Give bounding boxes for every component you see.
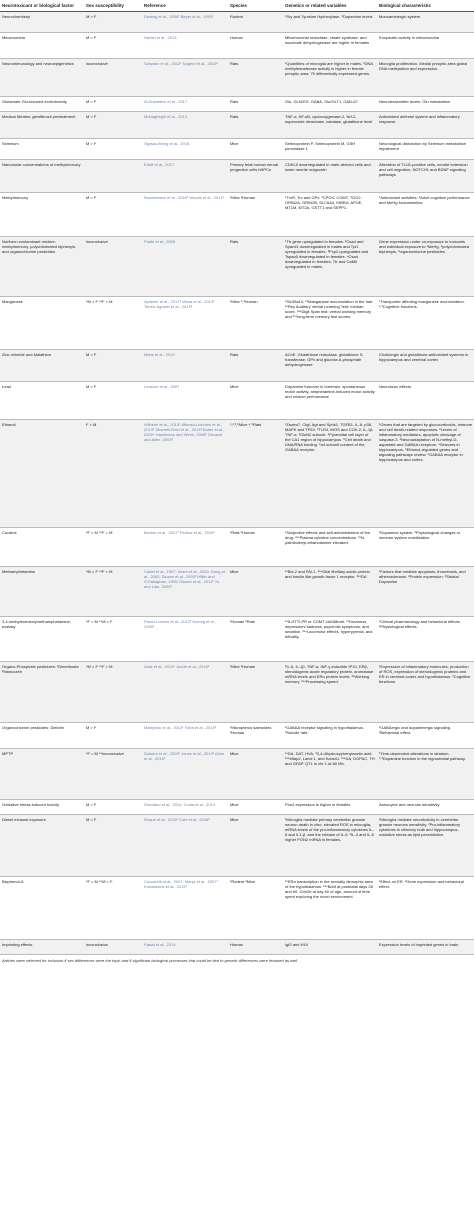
cell-factor: Glutamate Glu-induced excitotoxicity [0,97,84,112]
cell-factor: Ethanol [0,420,84,528]
cell-biological: ¹GABAergic and dopaminergic signaling. ²Behavioral effect. [377,723,474,749]
cell-genetics: ¹GABAA receptor signaling in hypothalamus. ²Suicide rate. [283,723,377,749]
cell-sex: *F > M **M > F [84,877,142,940]
cell-factor: MPTP [0,749,84,800]
cell-genetics: ¹Ttr gene upregulated in females. ²Csad and Sparcl1 downregulated in males and Tpi1 upregulated in females. ³Pcp2 upregulated and Tspan5 downregulated in females. ⁴Csad downregulated in females, Ttr and CaMII upregulated in males. [283,237,377,297]
table-header-row [0,0,474,12]
cell-biological: ¹Microglia mediate neurotoxicity in cerebellar granule neurons sensitivity. ²Pro-inflammatory cytokines in olfactory bulb and hippocampus, oxidative stress as lipid peroxidation. [377,815,474,877]
table-row [0,97,474,112]
cell-factor: Organochlorine pesticides: Dieldrin [0,723,84,749]
cell-reference[interactable]: Aydemir et al., 2017¹ Viana et al., 2013² Torres-Agustin et al., 2013³ [142,297,228,350]
table-row [0,815,474,877]
cell-species: Rats [228,97,283,112]
cell-reference[interactable]: Becker et al., 2017¹ Pedraz et al., 2015² [142,528,228,567]
cell-reference[interactable]: Dewing et al., 2006¹ Beyer et al., 1991² [142,12,228,33]
cell-genetics: AChE, Glutathione reductase, glutathione S-transferase, GPx and glucose-6-phosphate dehydrogenase [283,350,377,382]
table-row [0,800,474,815]
cell-genetics: Dopamine turnover in forebrain, spontaneous motor activity, amphetamine-induced motor activity and rotarod performance [283,382,377,420]
cell-biological: Neurological disfunction by Selenium metabolism impairment [377,139,474,160]
cell-biological: Neurotoxic effects [377,382,474,420]
cell-biological: Expression levels of imprinted genes in brain [377,940,474,955]
table-row [0,237,474,297]
cell-sex: M > F [84,193,142,237]
cell-biological: ¹Antioxidant activities. ²Adult cognitive performance and MeHg toxicokinetics. [377,193,474,237]
cell-biological: Gene expression under co-exposure to toxicants and individual exposure to ¹MeHg, ²polychlorinated biphenyls, ³organochlorine pesticides [377,237,474,297]
cell-reference[interactable]: Leasure et al., 2007 [142,382,228,420]
table-row [0,528,474,567]
table-row [0,350,474,382]
table-row [0,567,474,617]
cell-sex: inconclusive [84,59,142,97]
cell-biological: Cholinergic and glutathione-antioxidant systems in hippocampus and cerebral cortex [377,350,474,382]
header-biological: Biological characteristic [377,0,474,12]
cell-genetics: ¹Subjective effects and self-administration of the drug. ²**Plasma cytokine concentrations. ²*N-palmitoleoyl-ethanolamine elevated. [283,528,377,567]
cell-sex: *M > F **F > M [84,662,142,723]
cell-sex [84,160,142,193]
cell-species: ¹,²,³,⁵Mice ⁴,⁶Rats [228,420,283,528]
cell-sex: M > F [84,800,142,815]
cell-factor: Organo-Phosphate pesticides: ¹Dimethoate ²Mancozeb [0,662,84,723]
cell-species: Human [228,940,283,955]
cell-reference[interactable]: Al-Suwailem et al., 2017 [142,97,228,112]
cell-sex: M > F [84,815,142,877]
cell-biological: Monoaminergic system [377,12,474,33]
table-row [0,33,474,59]
cell-genetics: ¹Sry and Tyrosine Hydroxylase. ²Dopamine levels [283,12,377,33]
cell-species: Mice [228,749,283,800]
table-footnote: Articles were selected for inclusion if sex differences were the topic and if significant biological processes that could be tied to genetic differences were featured as well. [2,958,299,964]
cell-biological: ¹Clinical pharmacology and behavioral effects. ²Physiological effects. [377,617,474,662]
table-row [0,420,474,528]
cell-species: Mice [228,567,283,617]
cell-biological: Microglia proliferation. Medial preoptic area global DNA methylation and expression. [377,59,474,97]
cell-genetics: ¹TrxR, Trx and GPx. ²CPOX, COMT, TDO2, GRIN2A, GRIN2B, SLC6A4, KIBRA, APOE, MT1M, MT2A, GSTT1 and SEPP1. [283,193,377,237]
cell-genetics: ¹*ERα transcription in the sexually dimorphic area of the hypothalamus. ²**Bdnf at postnatal days 28 and 60, Grin2b at day 60 of age, amount of time spent exploring the novel environment. [283,877,377,940]
cell-biological: Enzymatic activity in mitochondria [377,33,474,59]
table-row [0,160,474,193]
cell-reference[interactable]: Padhi et al., 2008 [142,237,228,297]
cell-biological: ¹Expression of inflammatory molecules, production of ROS, expression of steroidogenic proteins and ER in cerebral cortex and hypothalamus. ²Cognitive functions. [377,662,474,723]
cell-reference[interactable]: Cadet et al., 1997; Imam et al., 2000; Deng et al., 2002; Dluzen et al., 2003¹ Miller and O'Callaghan, 1995; Dluzen et al., 2011² Yu and Liao, 2000³ [142,567,228,617]
header-sex: Sex susceptibility [84,0,142,12]
cell-factor: Lead [0,382,84,420]
cell-reference[interactable]: Ceccarelli et al., 2007; Monje et al., 2007¹ Kundakovic et al., 2015² [142,877,228,940]
cell-genetics: ¹IL-6, IL-1β, TNF-α, INF-γ-inducible IP10, ERβ, steroidogenic acute regulatory protein, aromatase mRNA levels and ERα protein levels. ²*Working memory. ²**Processing speed. [283,662,377,723]
cell-reference[interactable]: Mohagheghi et al., 2013 [142,112,228,139]
table-row [0,59,474,97]
cell-factor: Bisphenol-A [0,877,84,940]
cell-biological: ¹Time-dependent alterations in striatum. ²,³Dopamine function in the nigrostriatal pathway. [377,749,474,800]
cell-factor: Mitochondria [0,33,84,59]
header-species: Species [228,0,283,12]
cell-biological: ¹Dopamine system. ²Physiological changes or immune system mobilization. [377,528,474,567]
table-row [0,877,474,940]
cell-biological: Neurotransmitter levels. Glu metabolism [377,97,474,112]
cell-reference[interactable]: Edoff et al., 2017 [142,160,228,193]
header-reference: Reference [142,0,228,12]
cell-genetics: Igf2 and H19 [283,940,377,955]
cell-reference[interactable]: Astiz et al., 2013¹ Joode et al., 2016² [142,662,228,723]
cell-sex: M > F [84,97,142,112]
cell-factor: 3,4-methylenedioxymethamphetamine, ecstasy [0,617,84,662]
table-row [0,382,474,420]
cell-factor: Cocaine [0,528,84,567]
cell-sex: inconclusive [84,940,142,955]
cell-genetics: ¹Zswim7, Ctgf, Agt and Sphk1, TGFB1, IL-6, p38, MAPK and TP53. ²TLR4, iNOS and COX-2, IL-1β, TNF-α. ³GluN2 subunit. ⁴Pyramidal cell layer of the CA1 region of hippocampus. ⁵Cell death and DNA/RNA binding. ⁶α4 subunit content of the GABAA receptor. [283,420,377,528]
cell-species: Rats [228,350,283,382]
cell-factor: Neurochemistry [0,12,84,33]
cell-biological: Alteration of TUJ1-positive cells, neurite extension and cell migration, NOTCH1 and BDNF signaling pathways [377,160,474,193]
cell-sex: F > M [84,420,142,528]
cell-factor: Nanomolar concentrations of methylmercury [0,160,84,193]
cell-biological: Antioxidant defense system and inflammatory response [377,112,474,139]
cell-sex: M > F [84,382,142,420]
cell-biological: Astrocytes and neurons sensitivity [377,800,474,815]
cell-factor: Manganese [0,297,84,350]
cell-species: ¹Micropterus salmoides ²Human [228,723,283,749]
cell-species: Mice [228,800,283,815]
cell-reference[interactable]: Roqué et al., 2016¹ Cole et al., 2016² [142,815,228,877]
cell-biological: ¹Transporter affecting manganese accumulation. ²,³Cognitive functions. [377,297,474,350]
cell-factor: Methylmercury [0,193,84,237]
cell-reference[interactable]: Faisal et al., 2014 [142,940,228,955]
cell-species: ¹Mice ²,³Human [228,297,283,350]
cell-reference[interactable]: Giordano et al., 2013; Costa et al., 2014 [142,800,228,815]
cell-factor: Neuroimmunology and neuroepigenetics [0,59,84,97]
cell-biological: ¹Factors that mediate apoptosis, thrombosis, and atherosclerosis. ²Protein expression. ³Striatal Dopamine [377,567,474,617]
cell-species: ¹Rats ²Human [228,528,283,567]
cell-genetics: CDKL5 downregulated in male-derived cells and lower neurite outgrowth [283,160,377,193]
cell-genetics: ¹*DA, DAT, HVA, ³3,4-dihydroxyphenylacetic acid. ²**Mtap2, Lancl 1, and Kansl1l. ³**DA, DOPAC, TH and GFAP. QTL in chr 1 at 60 Mb. [283,749,377,800]
cell-sex: M > F [84,139,142,160]
cell-species: Rodent [228,12,283,33]
cell-reference[interactable]: Maris et al., 2010 [142,350,228,382]
cell-species: ¹Mice ²Human [228,662,283,723]
table-body [0,12,474,955]
cell-species: Mice [228,139,283,160]
cell-genetics: ¹*Bcl-2 and PAI-1. ²**Glial fibrillary acidic protein and insulin like growth factor 1 receptor. ³**DA [283,567,377,617]
cell-species: Mice [228,815,283,877]
cell-species: Mice [228,382,283,420]
cell-species: Human [228,33,283,59]
cell-factor: Selenium [0,139,84,160]
cell-species: Rats [228,237,283,297]
cell-sex: M > F [84,33,142,59]
cell-genetics: ¹Quantities of microglia are higher in males. ²DNA methyltransferase activity is higher in female preoptic area. 70 differentially expressed genes. [283,59,377,97]
cell-sex: inconclusive [84,237,142,297]
cell-species: ¹Rodent ²Mice [228,877,283,940]
table-row [0,940,474,955]
cell-genetics: TNF-α, NF-κB, cyclooxygenase-2, Nrf-2, superoxide dismutase, catalase, glutathione level [283,112,377,139]
cell-sex: M > F [84,12,142,33]
cell-biological: ¹Effect on ER. ²Gene expression and behavioral effect. [377,877,474,940]
cell-sex: M > F [84,112,142,139]
table-row [0,723,474,749]
cell-sex: *F > M **F = M [84,528,142,567]
cell-reference[interactable]: Schwarz et al., 2012¹ Nugent et al., 2015² [142,59,228,97]
cell-sex: *M > F **F > M [84,567,142,617]
cell-species: Rats [228,59,283,97]
cell-genetics: Mitochondrial reductase, citrate synthase, and succinate dehydrogenase are higher in females [283,33,377,59]
cell-genetics: Pon2 expression is higher in females [283,800,377,815]
cell-sex: M > F [84,723,142,749]
cell-factor: Northern contaminant mixture: methylmercury, polychlorinated biphenyls, and organochlorine pesticides [0,237,84,297]
cell-reference[interactable]: Dokubo et al., 2009¹ Jones et al., 2013² Alam et al., 2016³ [142,749,228,800]
cell-reference[interactable]: Martyniuk et al., 2013¹ Faria et al., 2014² [142,723,228,749]
cell-genetics: ¹Slc39a14, ²*Manganese accumulation in the hair. ³*Rey Auditory Verbal Learning Test: median score. ³**Digit Span test: verbal working memory and ³**long-term memory test scores. [283,297,377,350]
cell-reference[interactable]: Ruszkiewicz et al., 2016¹ Woods et al., 2014² [142,193,228,237]
cell-sex: *M > F **F > M [84,297,142,350]
cell-reference[interactable]: Wilhelm et al., 2015¹ Alfonso-Loeches et al., 2013² Sharrett-Field et al., 2013³ Butler et al., 2009⁴ Hashimoto and Wiren, 2008⁵ Devaud and Alele, 2004⁶ [142,420,228,528]
table-row [0,297,474,350]
table-row [0,193,474,237]
cell-factor: Zinc chloride and Malathion [0,350,84,382]
cell-genetics: Selenoprotein P, Selenoprotein M, GSH peroxidase 1 [283,139,377,160]
cell-reference[interactable]: Pardo-Lozano et al., 2012¹ Koenig et al., 2005² [142,617,228,662]
cell-sex: *F > M **inconclusive [84,749,142,800]
cell-reference[interactable]: Harish et al., 2013 [142,33,228,59]
cell-species: Rats [228,112,283,139]
cell-factor: Imprinting effects [0,940,84,955]
cell-biological: ¹Genes that are targeted by glucocorticoids, immune and cell death-related responses. ²Levels of inflammatory mediators, apoptotic cleavage of caspase-3. ³Neuroadaptation of N-methyl-D-aspartate and GABAA receptors. ⁴Seizures in hippocampus. ⁵Ethanol-regulated genes and signaling pathways review. ⁶GABAA receptor in hippocampus and cortex. [377,420,474,528]
cell-factor: Oxidative stress-induced toxicity [0,800,84,815]
table-row [0,749,474,800]
cell-species: Primary fetal human neural progenitor cells hNPCs [228,160,283,193]
header-genetics: Genetics or related variables [283,0,377,12]
cell-genetics: Glu, GLN/GS, GABA, Glu/GLT1, GAD-67 [283,97,377,112]
cell-species: ¹Mice ²Human [228,193,283,237]
cell-reference[interactable]: Ogawa-Wong et al., 2018 [142,139,228,160]
cell-sex: M > F [84,350,142,382]
table-row [0,139,474,160]
cell-species: ¹Human ²Rats [228,617,283,662]
cell-factor: Methamphetamine [0,567,84,617]
cell-genetics: ¹*5-HTTLPR or COMT val158met. ¹*Dizziness, depression/ sadness, psychotic symptoms, and sedation. ²**Locomotor effects, hyperpyrexia, and lethality. [283,617,377,662]
cell-factor: Medical fibrates: gemfibrozil pretreatment [0,112,84,139]
cell-sex: *F > M **M > F [84,617,142,662]
cell-factor: Diesel exhaust exposure [0,815,84,877]
table-row [0,12,474,33]
cell-genetics: ¹Microglia mediate primary cerebellar granule neuron death in vitro, elevated ROS in microglia, mRNA levels of the pro-inflammatory cytokines IL-6 and IL1-β, and the release of IL-6. ²IL-3 and IL-6 higher PON2 mRNA in females. [283,815,377,877]
table-row [0,662,474,723]
header-factor: Neurotoxicant or biological factor [0,0,84,12]
table-row [0,112,474,139]
table-row [0,617,474,662]
